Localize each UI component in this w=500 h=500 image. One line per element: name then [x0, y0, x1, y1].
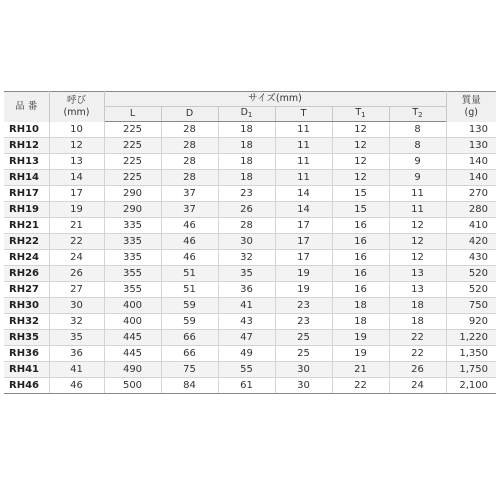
table-row — [4, 330, 496, 346]
cell-mass: 520 — [446, 282, 496, 298]
cell-mass: 430 — [446, 250, 496, 266]
cell-nominal: 14 — [49, 170, 104, 186]
cell-nominal: 10 — [49, 122, 104, 138]
cell-D1: 18 — [218, 138, 275, 154]
cell-nominal: 41 — [49, 362, 104, 378]
cell-T: 14 — [275, 202, 332, 218]
cell-T1: 12 — [332, 138, 389, 154]
table-row — [4, 154, 496, 170]
cell-part-number: RH46 — [4, 378, 49, 394]
table-row — [4, 218, 496, 234]
cell-T: 11 — [275, 170, 332, 186]
cell-mass: 920 — [446, 314, 496, 330]
cell-T1: 22 — [332, 378, 389, 394]
cell-D1: 41 — [218, 298, 275, 314]
cell-part-number: RH10 — [4, 122, 49, 138]
cell-D1: 61 — [218, 378, 275, 394]
cell-part-number: RH26 — [4, 266, 49, 282]
cell-nominal: 24 — [49, 250, 104, 266]
cell-part-number: RH17 — [4, 186, 49, 202]
header-col-T1: $T_1$ — [332, 107, 389, 122]
cell-T: 14 — [275, 186, 332, 202]
cell-L: 500 — [104, 378, 161, 394]
table-row — [4, 170, 496, 186]
cell-mass: 130 — [446, 138, 496, 154]
cell-D1: 35 — [218, 266, 275, 282]
cell-mass: 410 — [446, 218, 496, 234]
cell-D: 66 — [161, 330, 218, 346]
cell-mass: 750 — [446, 298, 496, 314]
cell-nominal: 27 — [49, 282, 104, 298]
cell-T1: 16 — [332, 266, 389, 282]
cell-T: 19 — [275, 282, 332, 298]
cell-D: 84 — [161, 378, 218, 394]
cell-T: 17 — [275, 250, 332, 266]
cell-nominal: 19 — [49, 202, 104, 218]
cell-D: 51 — [161, 282, 218, 298]
cell-T1: 18 — [332, 298, 389, 314]
header-nominal: 呼び (mm) — [49, 92, 104, 122]
cell-T: 11 — [275, 138, 332, 154]
cell-part-number: RH14 — [4, 170, 49, 186]
cell-D: 37 — [161, 186, 218, 202]
cell-T2: 18 — [389, 314, 446, 330]
cell-T2: 11 — [389, 202, 446, 218]
cell-L: 445 — [104, 330, 161, 346]
cell-part-number: RH19 — [4, 202, 49, 218]
cell-T1: 21 — [332, 362, 389, 378]
cell-L: 355 — [104, 282, 161, 298]
cell-T2: 8 — [389, 138, 446, 154]
cell-D1: 26 — [218, 202, 275, 218]
cell-D: 59 — [161, 298, 218, 314]
cell-T2: 12 — [389, 250, 446, 266]
cell-L: 290 — [104, 202, 161, 218]
cell-T2: 13 — [389, 266, 446, 282]
cell-T2: 12 — [389, 218, 446, 234]
cell-D: 28 — [161, 122, 218, 138]
cell-mass: 420 — [446, 234, 496, 250]
cell-T2: 26 — [389, 362, 446, 378]
cell-L: 225 — [104, 154, 161, 170]
header-col-T2: $T_2$ — [389, 107, 446, 122]
cell-L: 225 — [104, 170, 161, 186]
cell-D: 28 — [161, 138, 218, 154]
cell-D: 66 — [161, 346, 218, 362]
cell-T: 11 — [275, 122, 332, 138]
cell-part-number: RH27 — [4, 282, 49, 298]
cell-nominal: 26 — [49, 266, 104, 282]
cell-mass: 2,100 — [446, 378, 496, 394]
cell-part-number: RH32 — [4, 314, 49, 330]
cell-nominal: 35 — [49, 330, 104, 346]
cell-T1: 12 — [332, 122, 389, 138]
header-col-D: D — [161, 107, 218, 122]
cell-mass: 140 — [446, 154, 496, 170]
cell-D: 37 — [161, 202, 218, 218]
header-size-group: サイズ(mm) — [104, 92, 446, 107]
cell-part-number: RH41 — [4, 362, 49, 378]
cell-T1: 16 — [332, 250, 389, 266]
cell-nominal: 32 — [49, 314, 104, 330]
cell-part-number: RH21 — [4, 218, 49, 234]
cell-nominal: 22 — [49, 234, 104, 250]
table-row — [4, 378, 496, 394]
cell-D: 28 — [161, 170, 218, 186]
cell-T: 17 — [275, 218, 332, 234]
table-row — [4, 298, 496, 314]
cell-D1: 36 — [218, 282, 275, 298]
cell-D1: 43 — [218, 314, 275, 330]
cell-D: 46 — [161, 218, 218, 234]
cell-D: 28 — [161, 154, 218, 170]
cell-L: 445 — [104, 346, 161, 362]
table-row — [4, 186, 496, 202]
cell-D1: 23 — [218, 186, 275, 202]
header-part-number: 品 番 — [4, 92, 49, 122]
table-row — [4, 314, 496, 330]
cell-T1: 19 — [332, 330, 389, 346]
cell-T: 25 — [275, 330, 332, 346]
cell-T2: 11 — [389, 186, 446, 202]
cell-T1: 15 — [332, 202, 389, 218]
cell-mass: 1,350 — [446, 346, 496, 362]
cell-T: 30 — [275, 362, 332, 378]
table-row — [4, 266, 496, 282]
cell-D1: 32 — [218, 250, 275, 266]
cell-part-number: RH13 — [4, 154, 49, 170]
cell-L: 290 — [104, 186, 161, 202]
cell-mass: 280 — [446, 202, 496, 218]
cell-T2: 9 — [389, 154, 446, 170]
cell-T: 23 — [275, 314, 332, 330]
cell-L: 225 — [104, 138, 161, 154]
cell-part-number: RH30 — [4, 298, 49, 314]
cell-D1: 18 — [218, 122, 275, 138]
cell-T2: 9 — [389, 170, 446, 186]
table-row — [4, 282, 496, 298]
cell-D1: 55 — [218, 362, 275, 378]
cell-part-number: RH24 — [4, 250, 49, 266]
cell-nominal: 36 — [49, 346, 104, 362]
cell-D: 46 — [161, 250, 218, 266]
cell-mass: 520 — [446, 266, 496, 282]
cell-T: 30 — [275, 378, 332, 394]
header-col-D1: $D_1$ — [218, 107, 275, 122]
cell-nominal: 30 — [49, 298, 104, 314]
cell-D: 51 — [161, 266, 218, 282]
cell-T1: 16 — [332, 234, 389, 250]
cell-nominal: 17 — [49, 186, 104, 202]
table-row — [4, 138, 496, 154]
table-row — [4, 234, 496, 250]
cell-T2: 8 — [389, 122, 446, 138]
cell-part-number: RH36 — [4, 346, 49, 362]
cell-L: 335 — [104, 234, 161, 250]
cell-T1: 12 — [332, 170, 389, 186]
cell-nominal: 13 — [49, 154, 104, 170]
cell-T2: 24 — [389, 378, 446, 394]
cell-part-number: RH22 — [4, 234, 49, 250]
cell-L: 335 — [104, 250, 161, 266]
cell-L: 225 — [104, 122, 161, 138]
table-row — [4, 362, 496, 378]
header-col-T: T — [275, 107, 332, 122]
cell-T2: 13 — [389, 282, 446, 298]
cell-L: 400 — [104, 298, 161, 314]
cell-nominal: 21 — [49, 218, 104, 234]
cell-mass: 1,750 — [446, 362, 496, 378]
cell-T1: 16 — [332, 218, 389, 234]
header-row-top — [4, 92, 496, 107]
cell-T2: 18 — [389, 298, 446, 314]
cell-L: 400 — [104, 314, 161, 330]
cell-T1: 18 — [332, 314, 389, 330]
cell-mass: 1,220 — [446, 330, 496, 346]
cell-T1: 15 — [332, 186, 389, 202]
cell-nominal: 46 — [49, 378, 104, 394]
cell-D: 59 — [161, 314, 218, 330]
cell-mass: 140 — [446, 170, 496, 186]
spec-table-body — [4, 122, 496, 394]
cell-D1: 18 — [218, 170, 275, 186]
cell-mass: 130 — [446, 122, 496, 138]
cell-T1: 19 — [332, 346, 389, 362]
cell-T: 19 — [275, 266, 332, 282]
table-row — [4, 202, 496, 218]
cell-L: 355 — [104, 266, 161, 282]
cell-T: 25 — [275, 346, 332, 362]
spec-table — [4, 91, 496, 394]
cell-T: 17 — [275, 234, 332, 250]
cell-L: 490 — [104, 362, 161, 378]
cell-T2: 22 — [389, 346, 446, 362]
cell-D1: 47 — [218, 330, 275, 346]
cell-D1: 49 — [218, 346, 275, 362]
cell-L: 335 — [104, 218, 161, 234]
cell-nominal: 12 — [49, 138, 104, 154]
table-row — [4, 250, 496, 266]
cell-T2: 22 — [389, 330, 446, 346]
header-col-L: L — [104, 107, 161, 122]
cell-T1: 16 — [332, 282, 389, 298]
cell-D: 46 — [161, 234, 218, 250]
header-mass: 質量 (g) — [446, 92, 496, 122]
cell-T2: 12 — [389, 234, 446, 250]
table-row — [4, 122, 496, 138]
cell-T: 11 — [275, 154, 332, 170]
cell-D1: 18 — [218, 154, 275, 170]
cell-T: 23 — [275, 298, 332, 314]
cell-part-number: RH12 — [4, 138, 49, 154]
cell-D1: 30 — [218, 234, 275, 250]
table-row — [4, 346, 496, 362]
cell-T1: 12 — [332, 154, 389, 170]
cell-D1: 28 — [218, 218, 275, 234]
cell-D: 75 — [161, 362, 218, 378]
cell-mass: 270 — [446, 186, 496, 202]
cell-part-number: RH35 — [4, 330, 49, 346]
